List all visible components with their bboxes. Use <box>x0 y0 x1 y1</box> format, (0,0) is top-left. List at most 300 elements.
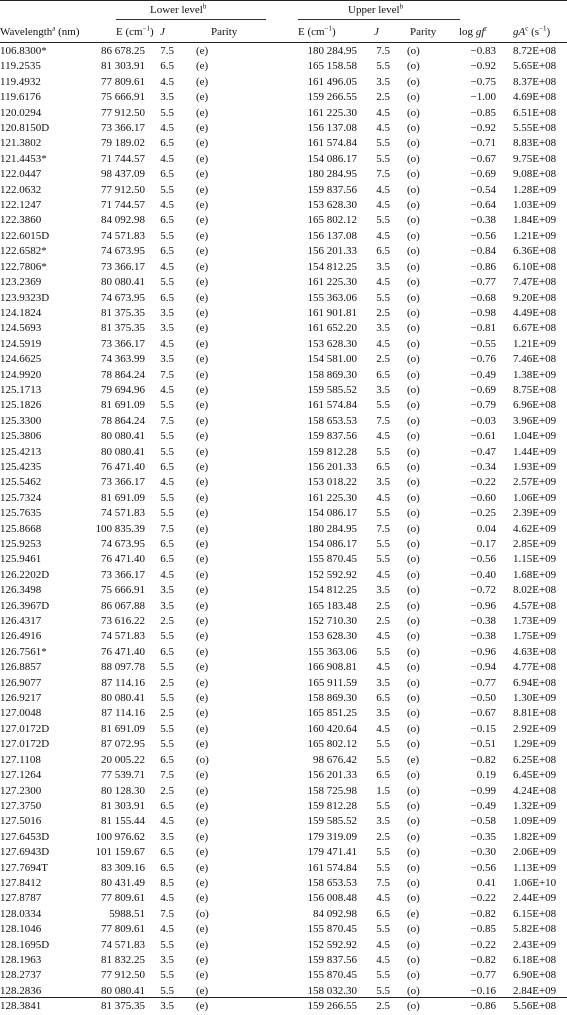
ga-cell: 6.36E+08 <box>513 245 557 258</box>
upper-j-cell: 5.5 <box>376 984 390 997</box>
lower-energy-cell: 77 539.71 <box>101 769 145 782</box>
wavelength-cell: 126.2202D <box>0 568 50 581</box>
upper-parity-cell: (o) <box>407 383 420 396</box>
loggf-header: $\log gf^c$ <box>459 24 488 38</box>
wavelength-cell: 126.3498 <box>0 584 42 597</box>
upper-j-cell: 7.5 <box>376 168 390 181</box>
lower-parity-cell: (e) <box>196 106 209 119</box>
wavelength-cell: 124.1824 <box>0 306 42 319</box>
wavelength-cell: 126.8857 <box>0 661 42 674</box>
loggf-cell: −0.98 <box>470 306 496 319</box>
lower-j-cell: 5.5 <box>160 938 174 951</box>
loggf-cell: −0.47 <box>470 445 496 458</box>
lower-j-cell: 6.5 <box>160 538 174 550</box>
table-row <box>0 568 567 583</box>
loggf-cell: −0.82 <box>470 753 496 766</box>
lower-j-header: J <box>160 26 165 38</box>
ga-cell: 1.13E+09 <box>513 861 557 874</box>
table-row <box>0 953 567 968</box>
table-row <box>0 213 567 228</box>
lower-parity-cell: (e) <box>196 722 209 735</box>
ga-cell: 2.06E+09 <box>513 846 557 859</box>
upper-energy-cell: 161 574.84 <box>307 399 357 412</box>
upper-parity-cell: (o) <box>407 738 420 751</box>
wavelength-cell: 122.7806* <box>0 260 47 273</box>
lower-energy-cell: 74 571.83 <box>101 938 145 951</box>
wavelength-cell: 124.9920 <box>0 368 42 381</box>
lower-parity-cell: (e) <box>196 861 209 874</box>
wavelength-cell: 127.0172D <box>0 738 50 751</box>
lower-parity-cell: (e) <box>196 260 209 273</box>
lower-parity-cell: (e) <box>196 799 209 812</box>
upper-j-cell: 5.5 <box>376 137 390 150</box>
lower-energy-cell: 73 366.17 <box>101 122 145 135</box>
loggf-cell: −0.38 <box>470 630 496 643</box>
loggf-cell: −0.71 <box>470 137 496 150</box>
ga-cell: 5.55E+08 <box>513 122 557 135</box>
lower-j-cell: 5.5 <box>160 507 174 520</box>
lower-energy-cell: 81 155.44 <box>101 815 145 828</box>
upper-parity-cell: (o) <box>407 769 420 782</box>
table-row <box>0 737 567 752</box>
table-row <box>0 229 567 244</box>
table-row <box>0 999 567 1014</box>
lower-parity-cell: (e) <box>196 430 209 443</box>
upper-energy-cell: 165 183.48 <box>307 599 357 612</box>
upper-j-cell: 2.5 <box>376 599 390 612</box>
upper-j-header: J <box>374 26 379 38</box>
lower-parity-header: Parity <box>211 26 238 38</box>
table-row <box>0 722 567 737</box>
lower-j-cell: 6.5 <box>160 553 174 566</box>
upper-j-cell: 4.5 <box>376 106 390 119</box>
wavelength-cell: 128.3841 <box>0 1000 42 1013</box>
ga-cell: 1.73E+09 <box>513 615 557 628</box>
upper-energy-cell: 180 284.95 <box>307 168 357 181</box>
ga-cell: 5.82E+08 <box>513 923 557 936</box>
loggf-cell: −0.35 <box>470 830 496 843</box>
lower-j-cell: 3.5 <box>160 953 174 966</box>
upper-parity-cell: (o) <box>407 152 420 165</box>
lower-j-cell: 5.5 <box>160 692 174 705</box>
lower-j-cell: 5.5 <box>160 491 174 504</box>
table-row <box>0 614 567 629</box>
lower-energy-cell: 86 067.88 <box>101 599 145 612</box>
lower-parity-cell: (e) <box>196 645 209 658</box>
upper-parity-header: Parity <box>410 26 437 38</box>
upper-parity-cell: (e) <box>407 907 420 920</box>
lower-parity-cell: (e) <box>196 152 209 165</box>
loggf-cell: −0.82 <box>470 953 496 966</box>
table-row <box>0 368 567 383</box>
upper-j-cell: 5.5 <box>376 399 390 412</box>
lower-parity-cell: (e) <box>196 168 209 181</box>
table-row <box>0 44 567 59</box>
lower-parity-cell: (e) <box>196 599 209 612</box>
wavelength-cell: 122.6015D <box>0 229 50 242</box>
upper-j-cell: 3.5 <box>376 75 390 88</box>
lower-parity-cell: (e) <box>196 183 209 196</box>
upper-parity-cell: (o) <box>407 291 420 304</box>
upper-energy-cell: 156 201.33 <box>307 460 357 473</box>
upper-energy-cell: 154 812.25 <box>307 260 357 273</box>
wavelength-cell: 125.5462 <box>0 476 42 489</box>
upper-energy-cell: 156 137.08 <box>307 229 357 242</box>
lower-j-cell: 5.5 <box>160 229 174 242</box>
lower-energy-header: E $(cm^{-1})$ <box>116 24 154 38</box>
ga-cell: 4.69E+08 <box>513 91 557 104</box>
lower-parity-cell: (e) <box>196 615 209 628</box>
upper-energy-cell: 165 158.58 <box>307 60 357 73</box>
table-row <box>0 660 567 675</box>
loggf-cell: −0.22 <box>470 892 496 905</box>
lower-energy-cell: 81 375.35 <box>101 322 145 335</box>
lower-j-cell: 6.5 <box>160 753 174 766</box>
loggf-cell: −0.94 <box>470 661 496 674</box>
table-row <box>0 383 567 398</box>
upper-energy-cell: 180 284.95 <box>307 522 357 535</box>
lower-energy-cell: 81 375.35 <box>101 306 145 319</box>
wavelength-cell: 124.5919 <box>0 337 42 350</box>
lower-j-cell: 5.5 <box>160 969 174 982</box>
upper-parity-cell: (o) <box>407 214 420 227</box>
upper-energy-cell: 156 201.33 <box>307 245 357 258</box>
lower-energy-cell: 80 080.41 <box>101 445 145 458</box>
table-row <box>0 845 567 860</box>
upper-energy-cell: 154 086.17 <box>307 538 357 550</box>
lower-parity-cell: (e) <box>196 892 209 905</box>
lower-j-cell: 3.5 <box>160 1000 174 1013</box>
upper-parity-cell: (o) <box>407 784 420 797</box>
loggf-cell: −0.50 <box>470 692 496 705</box>
lower-energy-cell: 87 072.95 <box>101 738 145 751</box>
loggf-cell: −0.61 <box>470 430 496 443</box>
upper-energy-cell: 154 086.17 <box>307 507 357 520</box>
loggf-cell: 0.19 <box>476 769 496 782</box>
lower-j-cell: 6.5 <box>160 60 174 73</box>
upper-parity-cell: (o) <box>407 414 420 427</box>
lower-parity-cell: (e) <box>196 661 209 674</box>
wavelength-cell: 126.9077 <box>0 676 42 689</box>
ga-cell: 6.15E+08 <box>513 907 557 920</box>
lower-energy-cell: 79 189.02 <box>101 137 145 150</box>
upper-parity-cell: (o) <box>407 661 420 674</box>
loggf-cell: −0.77 <box>470 676 496 689</box>
lower-j-cell: 2.5 <box>160 784 174 797</box>
lower-parity-cell: (e) <box>196 291 209 304</box>
lower-j-cell: 3.5 <box>160 322 174 335</box>
bottom-rule <box>0 997 567 998</box>
upper-j-cell: 3.5 <box>376 584 390 597</box>
table-row <box>0 136 567 151</box>
wavelength-cell: 125.3806 <box>0 430 42 443</box>
upper-energy-cell: 153 628.30 <box>307 337 357 350</box>
lower-energy-cell: 74 571.83 <box>101 630 145 643</box>
ga-cell: 4.24E+08 <box>513 784 557 797</box>
upper-j-cell: 7.5 <box>376 876 390 889</box>
upper-energy-cell: 98 676.42 <box>313 753 357 766</box>
table-row <box>0 629 567 644</box>
wavelength-cell: 126.4916 <box>0 630 42 643</box>
wavelength-cell: 128.2836 <box>0 984 42 997</box>
table-row <box>0 768 567 783</box>
upper-energy-cell: 159 266.55 <box>307 1000 357 1013</box>
ga-cell: 2.92E+09 <box>513 722 557 735</box>
upper-j-cell: 5.5 <box>376 507 390 520</box>
upper-energy-cell: 156 137.08 <box>307 122 357 135</box>
ga-cell: 7.47E+08 <box>513 276 557 289</box>
upper-j-cell: 4.5 <box>376 722 390 735</box>
table-row <box>0 676 567 691</box>
lower-parity-cell: (e) <box>196 137 209 150</box>
lower-energy-cell: 75 666.91 <box>101 91 145 104</box>
lower-j-cell: 6.5 <box>160 460 174 473</box>
upper-parity-cell: (o) <box>407 953 420 966</box>
lower-energy-cell: 100 976.62 <box>95 830 145 843</box>
lower-energy-cell: 71 744.57 <box>101 199 145 212</box>
upper-energy-cell: 160 420.64 <box>307 722 357 735</box>
lower-j-cell: 5.5 <box>160 661 174 674</box>
wavelength-cell: 125.8668 <box>0 522 42 535</box>
upper-energy-cell: 152 710.30 <box>307 615 357 628</box>
upper-energy-cell: 161 652.20 <box>307 322 357 335</box>
lower-energy-cell: 101 159.67 <box>95 846 145 859</box>
lower-energy-cell: 73 366.17 <box>101 337 145 350</box>
lower-j-cell: 7.5 <box>160 907 174 920</box>
table-row <box>0 876 567 891</box>
wavelength-cell: 122.1247 <box>0 199 42 212</box>
wavelength-cell: 127.1108 <box>0 753 41 766</box>
lower-energy-cell: 81 691.09 <box>101 491 145 504</box>
upper-energy-cell: 161 901.81 <box>307 306 357 319</box>
ga-cell: 1.15E+09 <box>513 553 557 566</box>
ga-cell: 2.85E+09 <box>513 538 557 550</box>
lower-energy-cell: 84 092.98 <box>101 214 145 227</box>
loggf-cell: −0.86 <box>470 260 496 273</box>
ga-cell: 6.96E+08 <box>513 399 557 412</box>
lower-energy-cell: 74 673.95 <box>101 245 145 258</box>
upper-energy-cell: 165 911.59 <box>307 676 357 689</box>
upper-energy-cell: 155 870.45 <box>307 923 357 936</box>
ga-cell: 6.25E+08 <box>513 753 557 766</box>
upper-energy-cell: 159 837.56 <box>307 183 357 196</box>
ga-cell: 1.93E+09 <box>513 460 557 473</box>
lower-j-cell: 2.5 <box>160 676 174 689</box>
upper-energy-cell: 158 725.98 <box>307 784 357 797</box>
lower-j-cell: 4.5 <box>160 75 174 88</box>
lower-j-cell: 5.5 <box>160 399 174 412</box>
upper-parity-cell: (o) <box>407 199 420 212</box>
ga-cell: 6.67E+08 <box>513 322 557 335</box>
lower-parity-cell: (e) <box>196 229 209 242</box>
wavelength-cell: 125.4235 <box>0 460 42 473</box>
upper-energy-cell: 180 284.95 <box>307 45 357 57</box>
upper-parity-cell: (o) <box>407 892 420 905</box>
loggf-cell: −0.49 <box>470 799 496 812</box>
loggf-cell: −0.34 <box>470 460 496 473</box>
lower-energy-cell: 80 080.41 <box>101 276 145 289</box>
loggf-cell: −0.67 <box>470 707 496 720</box>
wavelength-cell: 126.7561* <box>0 645 47 658</box>
lower-j-cell: 4.5 <box>160 152 174 165</box>
upper-j-cell: 1.5 <box>376 784 390 797</box>
ga-cell: 1.30E+09 <box>513 692 557 705</box>
upper-energy-cell: 159 837.56 <box>307 953 357 966</box>
upper-energy-cell: 159 585.52 <box>307 383 357 396</box>
loggf-cell: −0.60 <box>470 491 496 504</box>
lower-j-cell: 7.5 <box>160 368 174 381</box>
ga-cell: 8.83E+08 <box>513 137 557 150</box>
upper-energy-cell: 159 585.52 <box>307 815 357 828</box>
table-row <box>0 275 567 290</box>
lower-parity-cell: (e) <box>196 969 209 982</box>
upper-j-cell: 5.5 <box>376 738 390 751</box>
loggf-cell: −0.86 <box>470 1000 496 1013</box>
lower-j-cell: 5.5 <box>160 183 174 196</box>
lower-energy-cell: 73 366.17 <box>101 260 145 273</box>
upper-j-cell: 4.5 <box>376 568 390 581</box>
wavelength-cell: 121.3802 <box>0 137 42 150</box>
wavelength-cell: 127.1264 <box>0 769 42 782</box>
wavelength-cell: 119.4932 <box>0 75 41 88</box>
wavelength-cell: 123.9323D <box>0 291 50 304</box>
loggf-cell: −0.22 <box>470 938 496 951</box>
upper-parity-cell: (o) <box>407 969 420 982</box>
loggf-cell: −0.77 <box>470 969 496 982</box>
lower-energy-cell: 100 835.39 <box>95 522 145 535</box>
ga-cell: 2.43E+09 <box>513 938 557 951</box>
wavelength-cell: 128.0334 <box>0 907 42 920</box>
lower-energy-cell: 76 471.40 <box>101 553 145 566</box>
wavelength-cell: 125.9461 <box>0 553 42 566</box>
lower-parity-cell: (e) <box>196 846 209 859</box>
upper-j-cell: 5.5 <box>376 152 390 165</box>
upper-parity-cell: (o) <box>407 1000 420 1013</box>
upper-j-cell: 2.5 <box>376 306 390 319</box>
wavelength-cell: 119.6176 <box>0 91 41 104</box>
ga-cell: 6.45E+09 <box>513 769 557 782</box>
lower-energy-cell: 76 471.40 <box>101 460 145 473</box>
upper-j-cell: 5.5 <box>376 291 390 304</box>
wavelength-cell: 120.0294 <box>0 106 42 119</box>
lower-j-cell: 3.5 <box>160 91 174 104</box>
upper-j-cell: 3.5 <box>376 815 390 828</box>
lower-parity-cell: (e) <box>196 399 209 412</box>
lower-parity-cell: (e) <box>196 876 209 889</box>
upper-parity-cell: (o) <box>407 722 420 735</box>
upper-parity-cell: (o) <box>407 599 420 612</box>
loggf-cell: −0.75 <box>470 75 496 88</box>
wavelength-cell: 125.1713 <box>0 383 42 396</box>
lower-j-cell: 5.5 <box>160 722 174 735</box>
upper-energy-cell: 155 363.06 <box>307 645 357 658</box>
upper-energy-cell: 156 008.48 <box>307 892 357 905</box>
lower-j-cell: 6.5 <box>160 645 174 658</box>
upper-parity-cell: (o) <box>407 353 420 366</box>
wavelength-cell: 128.1046 <box>0 923 42 936</box>
wavelength-cell: 106.8300* <box>0 45 47 57</box>
upper-energy-cell: 158 869.30 <box>307 692 357 705</box>
upper-j-cell: 7.5 <box>376 45 390 57</box>
ga-cell: 8.75E+08 <box>513 383 557 396</box>
ga-cell: 4.77E+08 <box>513 661 557 674</box>
wavelength-cell: 127.6943D <box>0 846 50 859</box>
upper-parity-cell: (o) <box>407 306 420 319</box>
table-row <box>0 291 567 306</box>
loggf-cell: −0.68 <box>470 291 496 304</box>
loggf-cell: −0.79 <box>470 399 496 412</box>
lower-j-cell: 6.5 <box>160 245 174 258</box>
upper-j-cell: 6.5 <box>376 245 390 258</box>
upper-j-cell: 6.5 <box>376 692 390 705</box>
wavelength-cell: 125.1826 <box>0 399 42 412</box>
table-row <box>0 599 567 614</box>
upper-energy-cell: 156 201.33 <box>307 769 357 782</box>
lower-j-cell: 4.5 <box>160 260 174 273</box>
table-row <box>0 552 567 567</box>
lower-j-cell: 6.5 <box>160 861 174 874</box>
wavelength-cell: 126.3967D <box>0 599 50 612</box>
lower-parity-cell: (e) <box>196 507 209 520</box>
upper-energy-cell: 154 086.17 <box>307 152 357 165</box>
upper-parity-cell: (o) <box>407 830 420 843</box>
upper-j-cell: 4.5 <box>376 337 390 350</box>
lower-parity-cell: (e) <box>196 460 209 473</box>
lower-energy-cell: 74 363.99 <box>101 353 145 366</box>
lower-energy-cell: 80 080.41 <box>101 430 145 443</box>
upper-energy-cell: 165 802.12 <box>307 214 357 227</box>
upper-energy-cell: 158 653.53 <box>307 414 357 427</box>
upper-j-cell: 5.5 <box>376 214 390 227</box>
upper-parity-cell: (o) <box>407 507 420 520</box>
wavelength-cell: 119.2535 <box>0 60 41 73</box>
lower-energy-cell: 87 114.16 <box>101 676 145 689</box>
upper-parity-cell: (o) <box>407 399 420 412</box>
lower-parity-cell: (e) <box>196 630 209 643</box>
upper-parity-cell: (o) <box>407 676 420 689</box>
upper-j-cell: 5.5 <box>376 553 390 566</box>
lower-j-cell: 5.5 <box>160 984 174 997</box>
lower-energy-cell: 74 673.95 <box>101 538 145 550</box>
wavelength-cell: 127.6453D <box>0 830 50 843</box>
loggf-cell: −0.69 <box>470 383 496 396</box>
lower-parity-cell: (e) <box>196 676 209 689</box>
ga-cell: 8.72E+08 <box>513 45 557 57</box>
lower-parity-cell: (e) <box>196 368 209 381</box>
table-row <box>0 491 567 506</box>
ga-cell: 2.84E+09 <box>513 984 557 997</box>
lower-parity-cell: (o) <box>196 907 209 920</box>
upper-parity-cell: (o) <box>407 553 420 566</box>
upper-energy-cell: 165 802.12 <box>307 738 357 751</box>
wavelength-cell: 123.2369 <box>0 276 42 289</box>
upper-parity-cell: (o) <box>407 430 420 443</box>
loggf-cell: −0.40 <box>470 568 496 581</box>
upper-energy-cell: 153 628.30 <box>307 630 357 643</box>
table-body <box>0 44 567 1015</box>
lower-parity-cell: (e) <box>196 75 209 88</box>
upper-parity-cell: (o) <box>407 445 420 458</box>
upper-j-cell: 4.5 <box>376 430 390 443</box>
table-row <box>0 938 567 953</box>
upper-parity-cell: (o) <box>407 846 420 859</box>
lower-energy-cell: 77 809.61 <box>101 75 145 88</box>
lower-j-cell: 6.5 <box>160 846 174 859</box>
wavelength-cell: 127.2300 <box>0 784 42 797</box>
table-row <box>0 167 567 182</box>
lower-energy-cell: 77 809.61 <box>101 923 145 936</box>
upper-j-cell: 6.5 <box>376 907 390 920</box>
